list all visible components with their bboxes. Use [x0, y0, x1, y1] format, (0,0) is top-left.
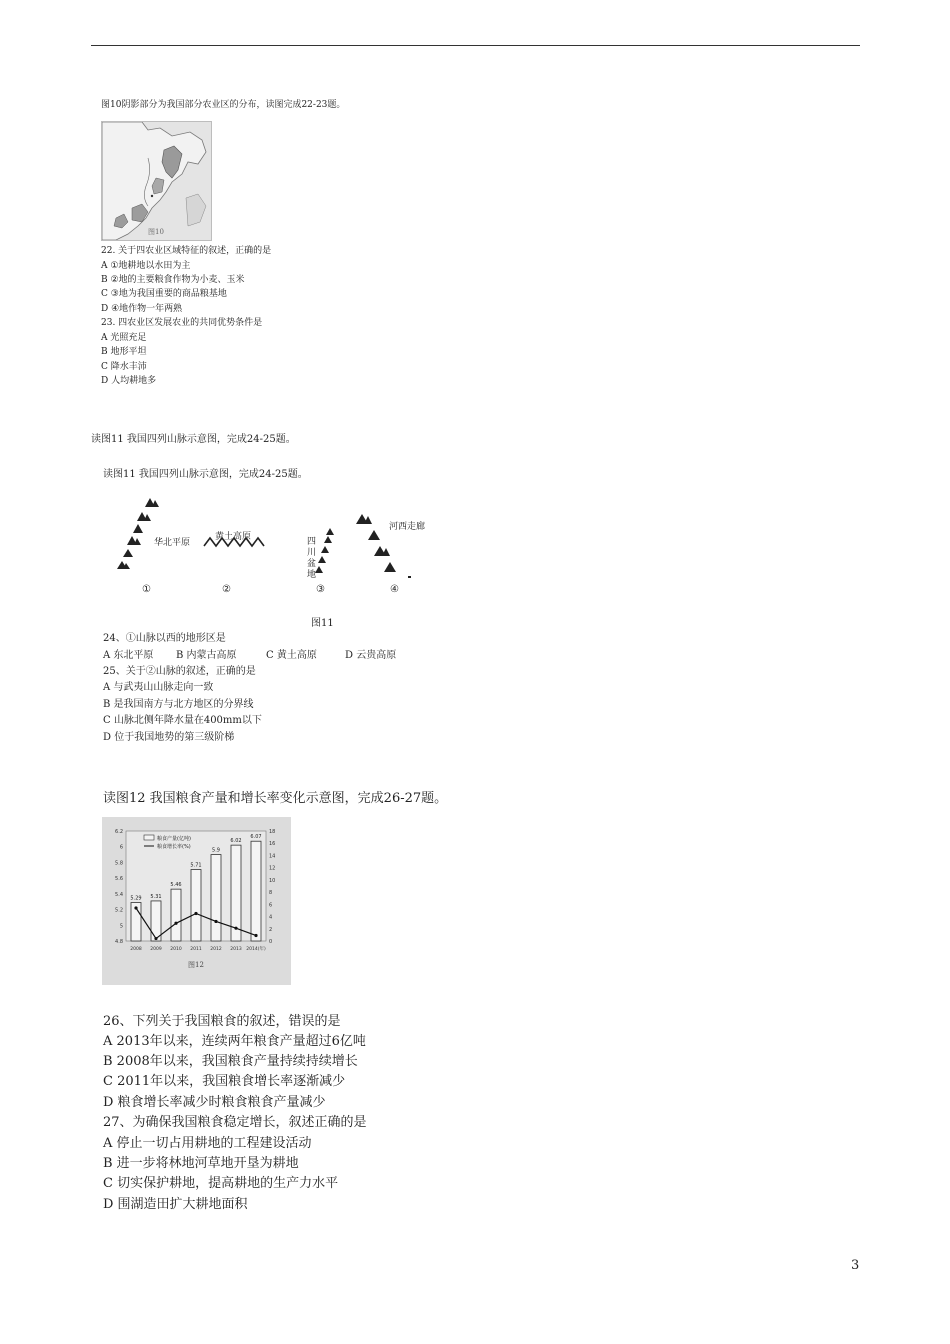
- y-right-tick-label: 14: [269, 853, 276, 860]
- y-left-tick-label: 5.8: [115, 860, 123, 867]
- label-huabei-plain: 华北平原: [154, 538, 191, 548]
- bar-value-label: 5.31: [150, 893, 162, 900]
- production-bar: [251, 841, 261, 941]
- q26-option-c: C 2011年以来，我国粮食增长率逐渐减少: [103, 1074, 346, 1089]
- y-right-tick-label: 0: [269, 939, 273, 945]
- legend-production: 粮食产量(亿吨): [157, 836, 191, 842]
- x-tick-label: 2008: [130, 947, 142, 952]
- figure-11-mountains: [112, 494, 432, 606]
- q26-option-b: B 2008年以来，我国粮食产量持续持续增长: [103, 1054, 358, 1069]
- y-left-tick-label: 5.6: [115, 876, 123, 883]
- bar-value-label: 6.07: [250, 834, 262, 841]
- q25-option-d: D 位于我国地势的第三级阶梯: [103, 732, 235, 743]
- q22-option-c: C ③地为我国重要的商品粮基地: [101, 289, 227, 299]
- y-left-tick-label: 6: [119, 844, 123, 851]
- production-bar: [151, 901, 161, 941]
- y-right-tick-label: 4: [269, 914, 273, 921]
- bar-value-label: 5.9: [212, 847, 220, 854]
- section3-intro: 读图12 我国粮食产量和增长率变化示意图，完成26-27题。: [103, 791, 448, 806]
- q25-option-a: A 与武夷山山脉走向一致: [103, 682, 214, 693]
- q26-option-a: A 2013年以来，连续两年粮食产量超过6亿吨: [103, 1034, 366, 1049]
- china-northeast-map: [102, 122, 211, 240]
- y-left-tick-label: 5.2: [115, 907, 123, 914]
- q22-option-d: D ④地作物一年两熟: [101, 304, 183, 314]
- bar-value-label: 5.71: [190, 862, 202, 869]
- growth-rate-point: [254, 934, 257, 937]
- q27-option-d: D 围湖造田扩大耕地面积: [103, 1197, 248, 1212]
- x-tick-label: 2014(年): [246, 947, 266, 952]
- q24-option-d: D 云贵高原: [345, 650, 397, 661]
- marker-1: ①: [142, 584, 151, 595]
- growth-rate-point: [194, 912, 197, 915]
- label-hexi-corridor: 河西走廊: [389, 522, 426, 532]
- q26-stem: 26、下列关于我国粮食的叙述，错误的是: [103, 1014, 341, 1029]
- section1-intro: 图10阴影部分为我国部分农业区的分布，读图完成22-23题。: [101, 100, 346, 110]
- q23-option-b: B 地形平坦: [101, 347, 147, 357]
- q23-stem: 23. 四农业区发展农业的共同优势条件是: [101, 318, 263, 328]
- q24-option-a: A 东北平原: [103, 650, 154, 661]
- marker-2: ②: [222, 584, 231, 595]
- q22-stem: 22. 关于四农业区域特征的叙述，正确的是: [101, 246, 272, 256]
- figure-10-caption: 图10: [148, 228, 164, 236]
- y-right-tick-label: 2: [269, 926, 273, 933]
- figure-12-caption: 图12: [188, 961, 204, 969]
- section2-intro-inner: 读图11 我国四列山脉示意图，完成24-25题。: [103, 469, 308, 480]
- legend-bar-swatch: [144, 835, 154, 840]
- figure-11-caption: 图11: [311, 618, 334, 629]
- y-right-tick-label: 18: [269, 829, 276, 835]
- bar-value-label: 6.02: [230, 838, 242, 845]
- x-tick-label: 2012: [210, 947, 222, 952]
- marker-4: ④: [390, 584, 399, 595]
- x-tick-label: 2011: [190, 947, 202, 952]
- bar-value-label: 5.29: [130, 895, 142, 902]
- y-left-tick-label: 6.2: [115, 829, 123, 835]
- q25-stem: 25、关于②山脉的叙述，正确的是: [103, 666, 256, 677]
- figure-10-map: [101, 121, 212, 241]
- marker-3: ③: [316, 584, 325, 595]
- q25-option-b: B 是我国南方与北方地区的分界线: [103, 699, 254, 710]
- label-sichuan-basin: 四川盆地: [307, 537, 317, 580]
- growth-rate-point: [134, 906, 137, 909]
- y-left-tick-label: 5.4: [115, 891, 123, 898]
- q23-option-d: D 人均耕地多: [101, 376, 157, 386]
- label-loess-plateau: 黄土高原: [215, 532, 252, 542]
- q24-stem: 24、①山脉以西的地形区是: [103, 633, 226, 644]
- q24-option-b: B 内蒙古高原: [176, 650, 237, 661]
- figure-12-chart: [102, 817, 291, 985]
- production-bar: [191, 870, 201, 942]
- section2-intro-outer: 读图11 我国四列山脉示意图，完成24-25题。: [91, 434, 296, 445]
- y-right-tick-label: 12: [269, 865, 276, 872]
- y-right-tick-label: 6: [269, 902, 273, 909]
- y-right-tick-label: 16: [269, 841, 276, 848]
- growth-rate-point: [234, 927, 237, 930]
- q24-option-c: C 黄土高原: [266, 650, 317, 661]
- header-rule: [91, 45, 860, 46]
- q27-option-b: B 进一步将林地河草地开垦为耕地: [103, 1156, 299, 1171]
- q26-option-d: D 粮食增长率减少时粮食粮食产量减少: [103, 1095, 326, 1110]
- q27-option-a: A 停止一切占用耕地的工程建设活动: [103, 1136, 312, 1151]
- q27-option-c: C 切实保护耕地，提高耕地的生产力水平: [103, 1176, 339, 1191]
- y-left-tick-label: 4.8: [115, 939, 123, 945]
- q22-option-b: B ②地的主要粮食作物为小麦、玉米: [101, 275, 245, 285]
- q23-option-c: C 降水丰沛: [101, 362, 147, 372]
- x-tick-label: 2009: [150, 947, 162, 952]
- mountain-glyphs: [112, 494, 432, 606]
- y-right-tick-label: 8: [269, 890, 273, 897]
- x-tick-label: 2013: [230, 947, 242, 952]
- bar-value-label: 5.46: [170, 882, 182, 889]
- q27-stem: 27、为确保我国粮食稳定增长，叙述正确的是: [103, 1115, 367, 1130]
- y-right-tick-label: 10: [269, 877, 276, 884]
- q22-option-a: A ①地耕地以水田为主: [101, 261, 191, 271]
- production-bar: [211, 855, 221, 941]
- growth-rate-point: [174, 922, 177, 925]
- grain-chart-svg: [102, 817, 291, 985]
- legend-growth-rate: 粮食增长率(%): [157, 844, 191, 850]
- y-left-tick-label: 5: [119, 923, 123, 930]
- q23-option-a: A 光照充足: [101, 333, 147, 343]
- growth-rate-point: [214, 920, 217, 923]
- page-number: 3: [851, 1258, 860, 1273]
- x-tick-label: 2010: [170, 947, 182, 952]
- production-bar: [171, 889, 181, 941]
- q25-option-c: C 山脉北侧年降水量在400mm以下: [103, 715, 262, 726]
- growth-rate-point: [154, 937, 157, 940]
